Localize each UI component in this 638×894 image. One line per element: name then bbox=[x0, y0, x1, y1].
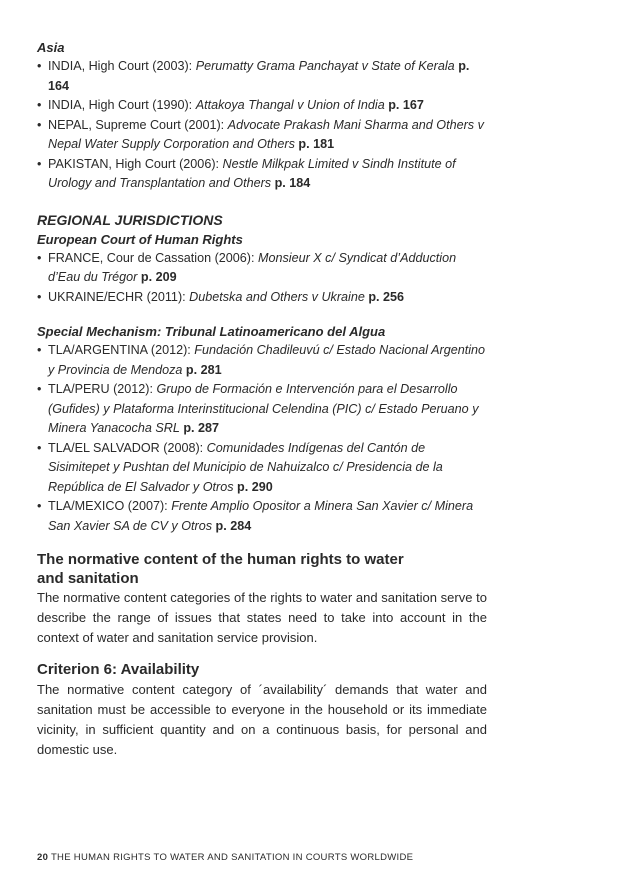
case-page: p. 287 bbox=[183, 421, 220, 435]
case-entry bbox=[37, 288, 487, 308]
asia-heading: Asia bbox=[37, 40, 65, 55]
case-court: NEPAL, Supreme Court (2001): bbox=[48, 117, 228, 132]
bullet: • bbox=[37, 343, 42, 357]
criterion-heading: Criterion 6: Availability bbox=[37, 661, 200, 678]
case-court: PAKISTAN, High Court (2006): bbox=[48, 156, 223, 171]
tla-heading: Special Mechanism: Tribunal Latinoamericano del Algua bbox=[37, 324, 386, 339]
case-entry bbox=[37, 155, 487, 194]
case-entry bbox=[37, 116, 487, 155]
case-court: TLA/PERU (2012): bbox=[48, 382, 157, 396]
case-court: INDIA, High Court (2003): bbox=[48, 59, 196, 73]
case-court: TLA/EL SALVADOR (2008): bbox=[48, 440, 207, 455]
asia-list bbox=[37, 57, 487, 194]
case-entry bbox=[37, 439, 487, 498]
bullet: • bbox=[37, 289, 42, 304]
regional-heading: REGIONAL JURISDICTIONS bbox=[37, 211, 223, 228]
case-court: FRANCE, Cour de Cassation (2006): bbox=[48, 250, 258, 265]
case-title: Fundación Chadileuvú c/ Estado Nacional Argentino y Provincia de Mendoza bbox=[48, 343, 486, 377]
case-entry bbox=[37, 57, 487, 96]
case-title: Dubetska and Others v Ukraine bbox=[189, 289, 365, 304]
bullet: • bbox=[37, 98, 42, 112]
normative-heading: The normative content of the human rights to water and sanitation bbox=[37, 551, 404, 587]
bullet: • bbox=[37, 250, 42, 265]
case-court: INDIA, High Court (1990): bbox=[48, 98, 196, 112]
case-page: p. 181 bbox=[298, 137, 335, 151]
page-number: 20 bbox=[37, 852, 49, 863]
case-court: TLA/ARGENTINA (2012): bbox=[48, 343, 195, 357]
case-page: p. 164 bbox=[48, 59, 470, 93]
case-page: p. 284 bbox=[215, 518, 252, 533]
page-footer bbox=[37, 852, 413, 863]
case-page: p. 281 bbox=[185, 362, 222, 377]
case-title: Advocate Prakash Mani Sharma and Others v Nepal Water Supply Corporation and Others bbox=[48, 117, 484, 151]
bullet: • bbox=[37, 117, 42, 132]
case-page: p. 256 bbox=[368, 289, 405, 304]
case-entry bbox=[37, 96, 487, 116]
case-title: Nestle Milkpak Limited v Sindh Institute of Urology and Transplantation and Others bbox=[48, 156, 456, 190]
normative-paragraph: The normative content categories of the rights to water and sanitation serve to describe the range of issues that states need to take into account in the context of water and sanitation service provision. bbox=[37, 590, 487, 645]
case-title: Monsieur X c/ Syndicat d’Adduction d’Eau du Trégor bbox=[48, 250, 457, 284]
case-entry bbox=[37, 249, 487, 288]
case-page: p. 290 bbox=[237, 479, 273, 494]
criterion-paragraph: The normative content category of ´availability´ demands that water and sanitation must be accessible to everyone in the household or its immediate vicinity, in sufficient quantity and on a continuous basis, for personal and domestic use. bbox=[37, 682, 487, 757]
page-body bbox=[37, 38, 487, 760]
case-entry bbox=[37, 497, 487, 536]
case-court: TLA/MEXICO (2007): bbox=[48, 499, 172, 513]
case-title: Frente Amplio Opositor a Minera San Xavier c/ Minera San Xavier SA de CV y Otros bbox=[48, 499, 474, 533]
echr-heading: European Court of Human Rights bbox=[37, 231, 243, 247]
bullet: • bbox=[37, 59, 42, 73]
case-title: Attakoya Thangal v Union of India bbox=[195, 98, 385, 112]
echr-list bbox=[37, 249, 487, 308]
bullet: • bbox=[37, 156, 42, 171]
case-title: Perumatty Grama Panchayat v State of Kerala bbox=[195, 59, 455, 73]
case-title: Comunidades Indígenas del Cantón de Sisimitepet y Pushtan del Municipio de Nahuizalco c/ Presidencia de la República de El Salvador y Otros bbox=[48, 440, 443, 494]
case-page: p. 209 bbox=[140, 270, 177, 284]
running-title: THE HUMAN RIGHTS TO WATER AND SANITATION IN COURTS WORLDWIDE bbox=[50, 852, 414, 863]
bullet: • bbox=[37, 499, 42, 513]
tla-list bbox=[37, 341, 487, 536]
bullet: • bbox=[37, 440, 42, 455]
case-entry bbox=[37, 341, 487, 380]
case-court: UKRAINE/ECHR (2011): bbox=[48, 289, 190, 304]
case-page: p. 167 bbox=[388, 98, 424, 112]
bullet: • bbox=[37, 382, 42, 396]
case-title: Grupo de Formación e Intervención para el Desarrollo (Gufides) y Plataforma Interinstitucional Celendina (PIC) c/ Estado Peruano y Minera Yanacocha SRL bbox=[48, 382, 479, 435]
case-entry bbox=[37, 380, 487, 439]
case-page: p. 184 bbox=[274, 176, 311, 190]
